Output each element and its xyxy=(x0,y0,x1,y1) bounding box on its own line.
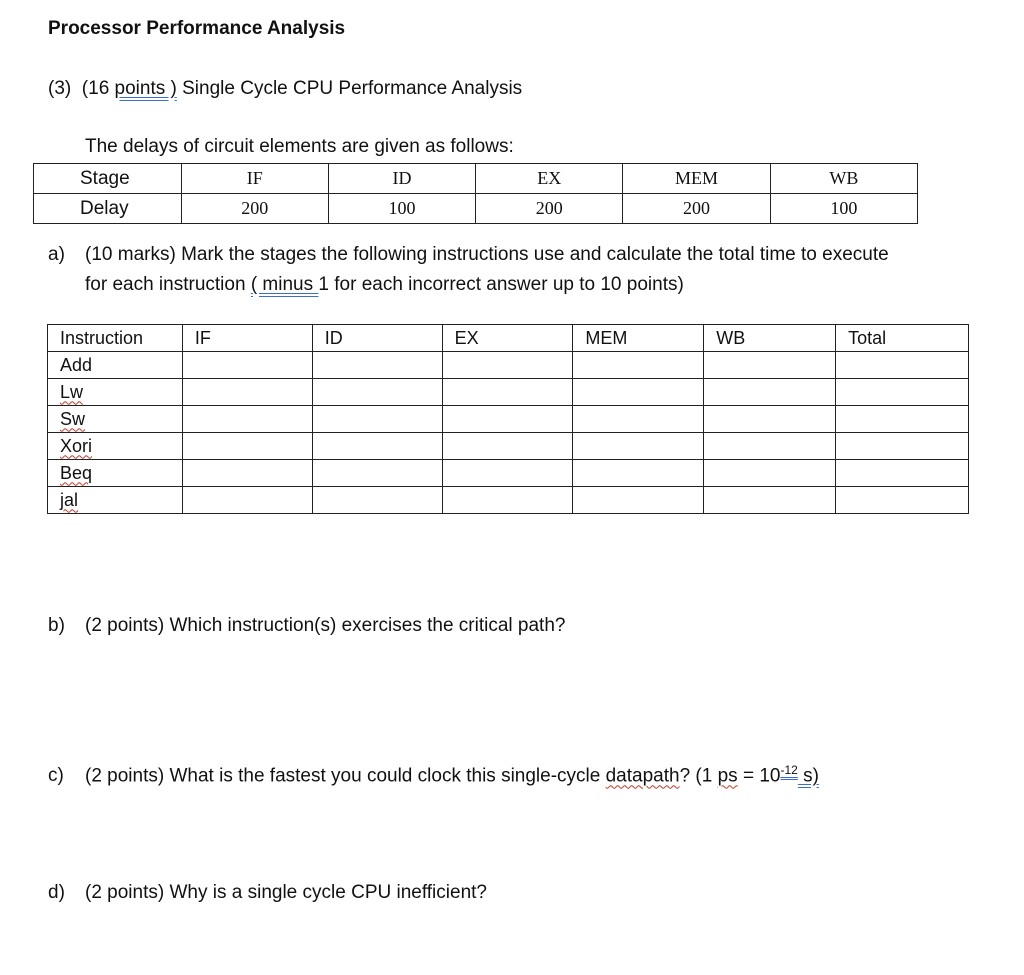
part-c-label: c) xyxy=(48,765,64,787)
stage-cell: ID xyxy=(328,164,475,194)
answer-cell[interactable] xyxy=(312,487,442,514)
delay-cell: 200 xyxy=(623,194,770,224)
answer-cell[interactable] xyxy=(573,379,704,406)
delay-label: Delay xyxy=(34,194,182,224)
answer-cell[interactable] xyxy=(836,379,969,406)
answer-cell[interactable] xyxy=(836,487,969,514)
instruction-name: Add xyxy=(48,352,183,379)
instruction-name: jal xyxy=(48,487,183,514)
instruction-name: Sw xyxy=(48,406,183,433)
table-row xyxy=(48,460,969,487)
part-c-mid: ? (1 xyxy=(679,765,718,787)
answer-cell[interactable] xyxy=(442,433,573,460)
part-d-label: d) xyxy=(48,882,65,903)
part-a-question xyxy=(48,240,889,300)
answer-cell[interactable] xyxy=(182,379,312,406)
answer-cell[interactable] xyxy=(312,433,442,460)
header-cell: WB xyxy=(704,325,836,352)
answer-cell[interactable] xyxy=(442,406,573,433)
answer-cell[interactable] xyxy=(573,487,704,514)
delay-table-stage-row xyxy=(34,164,918,194)
part-c-eq: = 10 xyxy=(737,765,781,787)
instruction-name: Lw xyxy=(48,379,183,406)
answer-cell[interactable] xyxy=(312,379,442,406)
answer-cell[interactable] xyxy=(182,352,312,379)
answer-cell[interactable] xyxy=(704,433,836,460)
answer-cell[interactable] xyxy=(182,460,312,487)
answer-cell[interactable] xyxy=(573,460,704,487)
part-a-line2-post: 1 for each incorrect answer up to 10 points) xyxy=(318,274,684,295)
answer-cell[interactable] xyxy=(182,406,312,433)
answer-cell[interactable] xyxy=(704,487,836,514)
table-row xyxy=(48,487,969,514)
answer-cell[interactable] xyxy=(704,460,836,487)
answer-cell[interactable] xyxy=(836,352,969,379)
answer-cell[interactable] xyxy=(836,460,969,487)
delay-cell: 200 xyxy=(181,194,328,224)
question-points: (16 xyxy=(81,78,115,99)
header-cell: ID xyxy=(312,325,442,352)
answer-cell[interactable] xyxy=(573,406,704,433)
answer-cell[interactable] xyxy=(182,433,312,460)
part-a-label: a) xyxy=(48,244,65,265)
answer-cell[interactable] xyxy=(836,406,969,433)
question-title: Single Cycle CPU Performance Analysis xyxy=(176,78,523,99)
answer-cell[interactable] xyxy=(182,487,312,514)
answer-cell[interactable] xyxy=(704,406,836,433)
datapath-word: datapath xyxy=(605,765,680,787)
part-c-unit: s) xyxy=(797,765,819,787)
answer-cell[interactable] xyxy=(442,352,573,379)
delays-intro: The delays of circuit elements are given as follows: xyxy=(85,136,514,157)
part-c-text: (2 points) What is the fastest you could clock this single-cycle xyxy=(85,765,606,787)
header-cell: Total xyxy=(836,325,969,352)
part-a-line2-pre: for each instruction xyxy=(85,274,251,295)
table-row xyxy=(48,379,969,406)
delay-cell: 100 xyxy=(328,194,475,224)
answer-cell[interactable] xyxy=(312,406,442,433)
answer-cell[interactable] xyxy=(704,352,836,379)
stage-label: Stage xyxy=(34,164,182,194)
part-b-text: (2 points) Which instruction(s) exercises the critical path? xyxy=(85,615,566,636)
page-title: Processor Performance Analysis xyxy=(48,18,346,39)
delay-cell: 200 xyxy=(476,194,623,224)
answer-cell[interactable] xyxy=(442,379,573,406)
answer-cell[interactable] xyxy=(573,433,704,460)
question-3-heading xyxy=(48,78,522,100)
header-cell: EX xyxy=(442,325,573,352)
delay-cell: 100 xyxy=(770,194,917,224)
instruction-table-header xyxy=(48,325,969,352)
part-b-label: b) xyxy=(48,615,65,636)
table-row xyxy=(48,406,969,433)
exponent: -12 xyxy=(780,763,798,777)
stage-cell: IF xyxy=(181,164,328,194)
header-cell: IF xyxy=(182,325,312,352)
part-b-question xyxy=(48,615,565,637)
answer-cell[interactable] xyxy=(312,352,442,379)
part-d-question xyxy=(48,882,487,904)
instruction-table xyxy=(47,324,969,514)
question-number: (3) xyxy=(48,78,72,99)
answer-cell[interactable] xyxy=(442,487,573,514)
answer-cell[interactable] xyxy=(573,352,704,379)
part-d-text: (2 points) Why is a single cycle CPU inefficient? xyxy=(85,882,487,903)
stage-cell: WB xyxy=(770,164,917,194)
part-c-question xyxy=(48,763,819,787)
ps-word: ps xyxy=(717,765,738,787)
answer-cell[interactable] xyxy=(836,433,969,460)
stage-cell: MEM xyxy=(623,164,770,194)
points-word: points ) xyxy=(114,78,177,99)
table-row xyxy=(48,352,969,379)
instruction-name: Beq xyxy=(48,460,183,487)
header-cell: Instruction xyxy=(48,325,183,352)
part-a-line2-underlined: ( minus xyxy=(250,274,319,295)
table-row xyxy=(48,433,969,460)
part-a-line1: (10 marks) Mark the stages the following instructions use and calculate the total time to execute xyxy=(85,244,889,265)
delay-table-delay-row xyxy=(34,194,918,224)
answer-cell[interactable] xyxy=(442,460,573,487)
header-cell: MEM xyxy=(573,325,704,352)
delay-table xyxy=(33,163,918,224)
instruction-name: Xori xyxy=(48,433,183,460)
answer-cell[interactable] xyxy=(312,460,442,487)
stage-cell: EX xyxy=(476,164,623,194)
answer-cell[interactable] xyxy=(704,379,836,406)
